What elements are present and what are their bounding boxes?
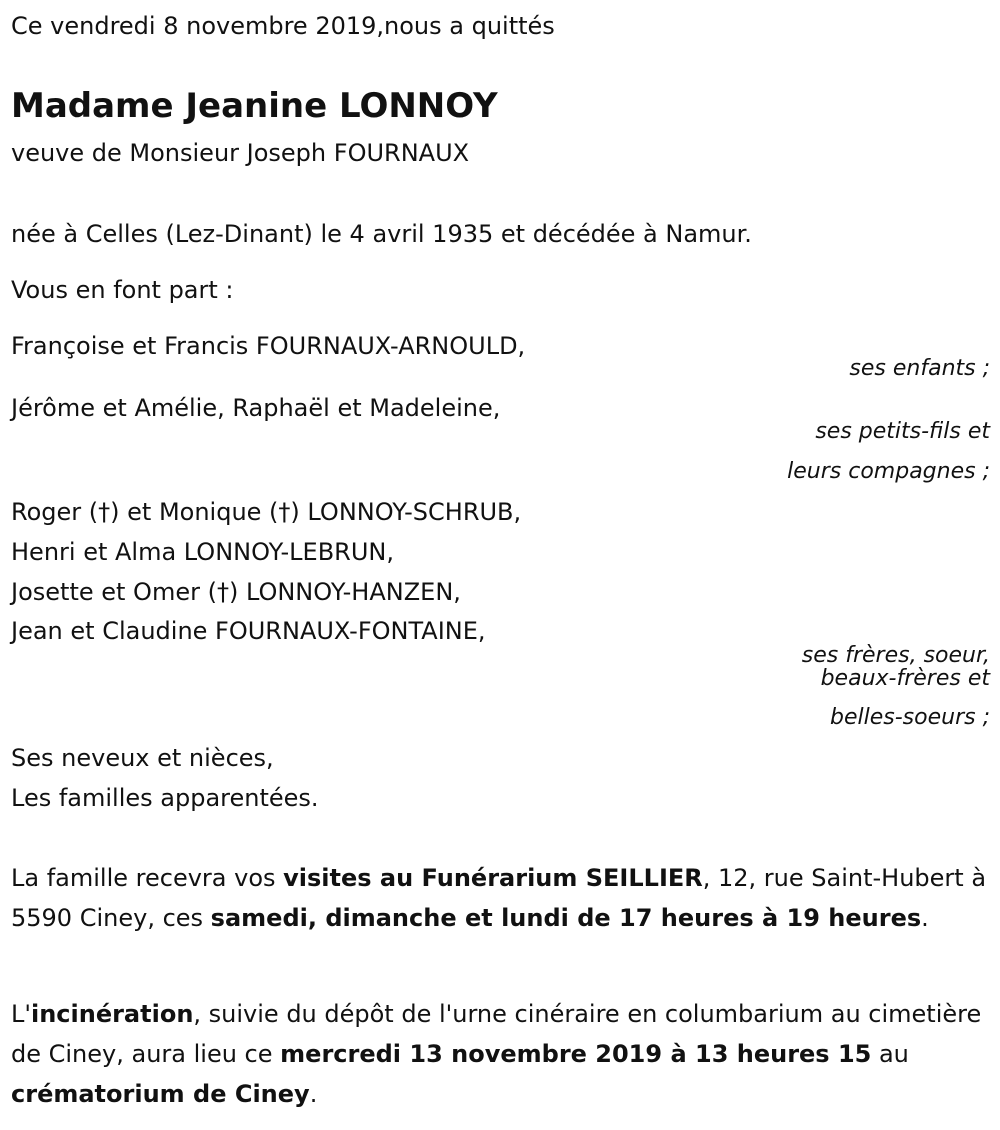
children-relation: ses enfants ;: [849, 356, 990, 381]
widow-of-line: veuve de Monsieur Joseph FOURNAUX: [11, 139, 470, 167]
visits-schedule: samedi, dimanche et lundi de 17 heures à 19 heures: [210, 904, 922, 932]
sibling-line-1: Roger (†) et Monique (†) LONNOY-SCHRUB,: [11, 498, 522, 526]
announce-line: Vous en font part :: [11, 276, 234, 304]
ceremony-type: incinération: [30, 1000, 194, 1028]
ceremony-date: mercredi 13 novembre 2019 à 13 heures 15: [280, 1040, 872, 1068]
cross-icon: †: [216, 578, 229, 606]
sibling-line-2: Henri et Alma LONNOY-LEBRUN,: [11, 538, 394, 566]
cross-icon: †: [98, 498, 111, 526]
grandchildren-names: Jérôme et Amélie, Raphaël et Madeleine,: [11, 394, 501, 422]
cross-icon: †: [278, 498, 291, 526]
ceremony-place: crématorium de Ciney: [11, 1080, 310, 1108]
visits-paragraph: La famille recevra vos visites au Funérarium SEILLIER, 12, rue Saint-Hubert à 5590 Ciney, ces samedi, dimanche et lundi de 17 heures à 19 heures.: [11, 864, 987, 932]
visits-location: visites au Funérarium SEILLIER: [283, 864, 703, 892]
intro-line: Ce vendredi 8 novembre 2019,nous a quittés: [11, 12, 555, 40]
nephews-line: Ses neveux et nièces,: [11, 744, 274, 772]
families-line: Les familles apparentées.: [11, 784, 319, 812]
sibling-line-3: Josette et Omer (†) LONNOY-HANZEN,: [11, 578, 461, 606]
sibling-line-4: Jean et Claudine FOURNAUX-FONTAINE,: [11, 617, 486, 645]
children-names: Françoise et Francis FOURNAUX-ARNOULD,: [11, 332, 526, 360]
siblings-relation-2: beaux-frères et: [820, 666, 990, 691]
birth-death-line: née à Celles (Lez-Dinant) le 4 avril 1935 et décédée à Namur.: [11, 220, 752, 248]
siblings-relation-1: ses frères, soeur,: [801, 643, 990, 668]
grandchildren-relation-2: leurs compagnes ;: [787, 459, 990, 484]
deceased-name: Madame Jeanine LONNOY: [11, 86, 498, 126]
ceremony-paragraph: L'incinération, suivie du dépôt de l'urne cinéraire en columbarium au cimetière de Ciney, aura lieu ce mercredi 13 novembre 2019 à 13 heures 15 au crématorium de Ciney.: [11, 1000, 982, 1108]
grandchildren-relation-1: ses petits-fils et: [815, 419, 990, 444]
siblings-relation-3: belles-soeurs ;: [830, 705, 990, 730]
